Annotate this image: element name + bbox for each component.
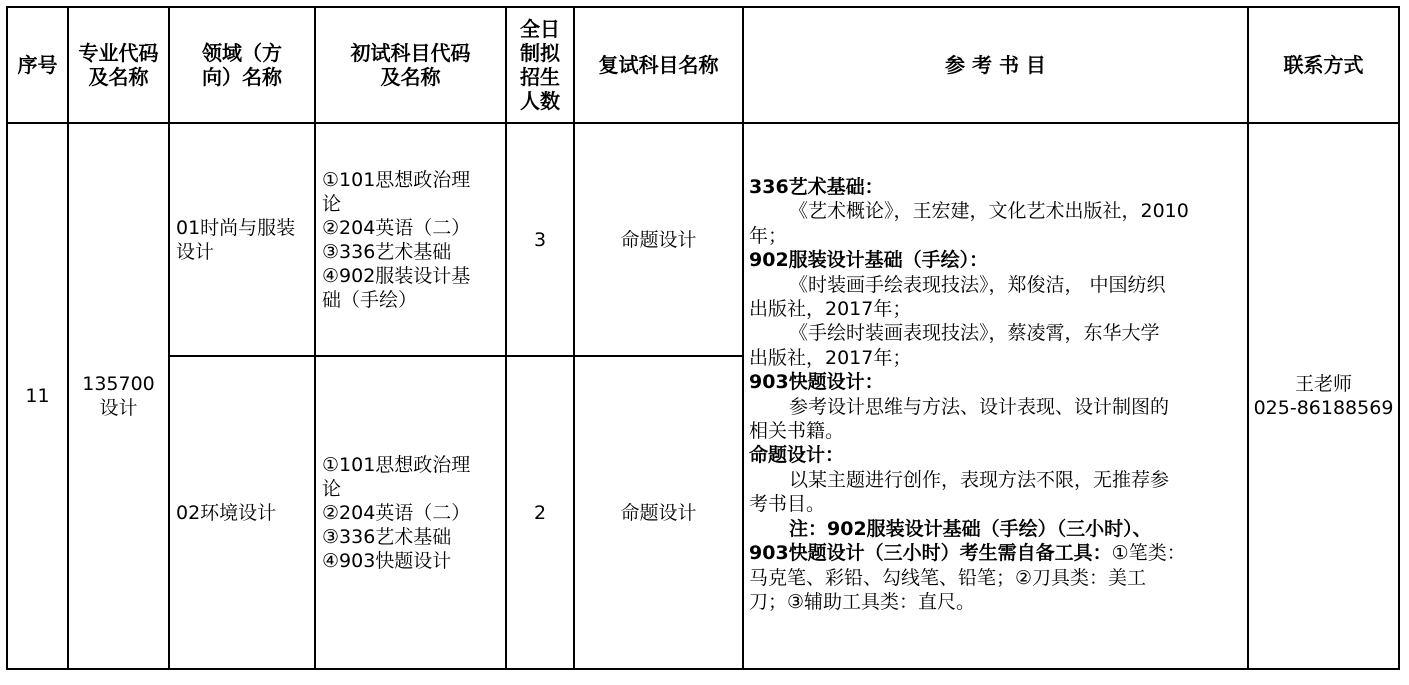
header-seq-text: 序号 [17,53,58,77]
direction-name-line: 设计 [176,240,215,263]
exam-subject-line: 础（手绘） [322,288,418,311]
exam-subject-line: 论 [322,192,342,215]
exam-subjects [316,124,505,355]
exam-subject-line: ④903快题设计 [322,549,452,572]
exam-subject-line: ①101思想政治理 [322,453,471,476]
header-quota-line2: 制拟 [520,41,560,65]
header-books [744,8,1247,122]
exam-subjects [316,357,505,668]
ref-line: 出版社，2017年； [749,346,912,369]
reference-books [749,175,1245,614]
ref-section-title: 902服装设计基础（手绘）： [749,249,989,272]
header-exam-line1: 初试科目代码 [350,41,471,65]
major-code: 135700 [82,373,155,395]
ref-line: 年； [749,224,788,247]
exam-subject-line: ③336艺术基础 [322,240,452,263]
retest-subject [575,124,742,355]
header-contact-text: 联系方式 [1283,53,1364,77]
retest-subject-text: 命题设计 [620,228,697,251]
ref-section-title: 命题设计： [749,444,845,467]
ref-line: 相关书籍。 [749,420,845,443]
header-quota [507,8,573,122]
header-field-line2: 向）名称 [202,65,282,89]
ref-line: 《艺术概论》，王宏建，文化艺术出版社，2010 [789,200,1189,223]
contact-phone: 025-86188569 [1253,397,1394,419]
col-border [1398,6,1400,670]
retest-subject-text: 命题设计 [620,501,697,524]
ref-line: 考书目。 [749,493,826,516]
exam-subject-line: ④902服装设计基 [322,264,471,287]
direction-name-line: 02环境设计 [176,501,277,524]
header-exam-line2: 及名称 [380,65,441,89]
contact-name: 王老师 [1294,373,1352,395]
ref-note-line: 注：902服装设计基础（手绘）（三小时）、 [789,517,1152,540]
direction-name [170,357,314,668]
quota-value: 2 [533,501,547,524]
table-border-bottom [6,668,1400,670]
retest-subject [575,357,742,668]
ref-note-line: 刀；③辅助工具类：直尺。 [749,590,976,613]
ref-note-line [749,541,1245,565]
header-exam [316,8,505,122]
exam-subject-line: ②204英语（二） [322,216,471,239]
ref-section-title: 336艺术基础： [749,176,884,198]
ref-line: 参考设计思维与方法、设计表现、设计制图的 [789,395,1170,418]
major-name: 设计 [99,397,138,419]
quota [507,357,573,668]
row-major [69,124,168,668]
row-seq [8,124,67,668]
header-seq [8,8,67,122]
direction-name-line: 01时尚与服装 [176,216,296,239]
quota-value: 3 [533,228,547,251]
header-retest [575,8,742,122]
header-retest-text: 复试科目名称 [598,53,719,77]
header-quota-line3: 招生 [520,65,560,89]
row-contact [1249,124,1398,668]
header-major-line2: 及名称 [88,65,149,89]
header-major [69,8,168,122]
header-field [170,8,314,122]
ref-note-bold: 903快题设计（三小时）考生需自备工具： [749,542,1112,565]
row-seq-text: 11 [25,385,50,407]
header-major-line1: 专业代码 [78,41,159,65]
header-field-line1: 领域（方 [202,41,282,65]
ref-line: 出版社，2017年； [749,298,912,321]
exam-subject-line: ①101思想政治理 [322,168,471,191]
header-contact [1249,8,1398,122]
exam-subject-line: 论 [322,477,342,500]
ref-line: 《时装画手绘表现技法》，郑俊洁， 中国纺织 [789,273,1166,296]
exam-subject-line: ③336艺术基础 [322,525,452,548]
header-quota-line4: 人数 [520,89,560,113]
direction-name [170,124,314,355]
ref-note-line: 马克笔、彩铅、勾线笔、铅笔；②刀具类：美工 [749,566,1147,589]
exam-subject-line: ②204英语（二） [322,501,471,524]
quota [507,124,573,355]
ref-line: 以某主题进行创作，表现方法不限，无推荐参 [789,468,1170,491]
ref-section-title: 903快题设计： [749,371,884,394]
header-quota-line1: 全日 [520,17,560,41]
header-books-text: 参 考 书 目 [945,53,1046,77]
ref-line: 《手绘时装画表现技法》，蔡凌霄，东华大学 [789,322,1160,345]
ref-note-rest: ①笔类： [1111,542,1186,565]
